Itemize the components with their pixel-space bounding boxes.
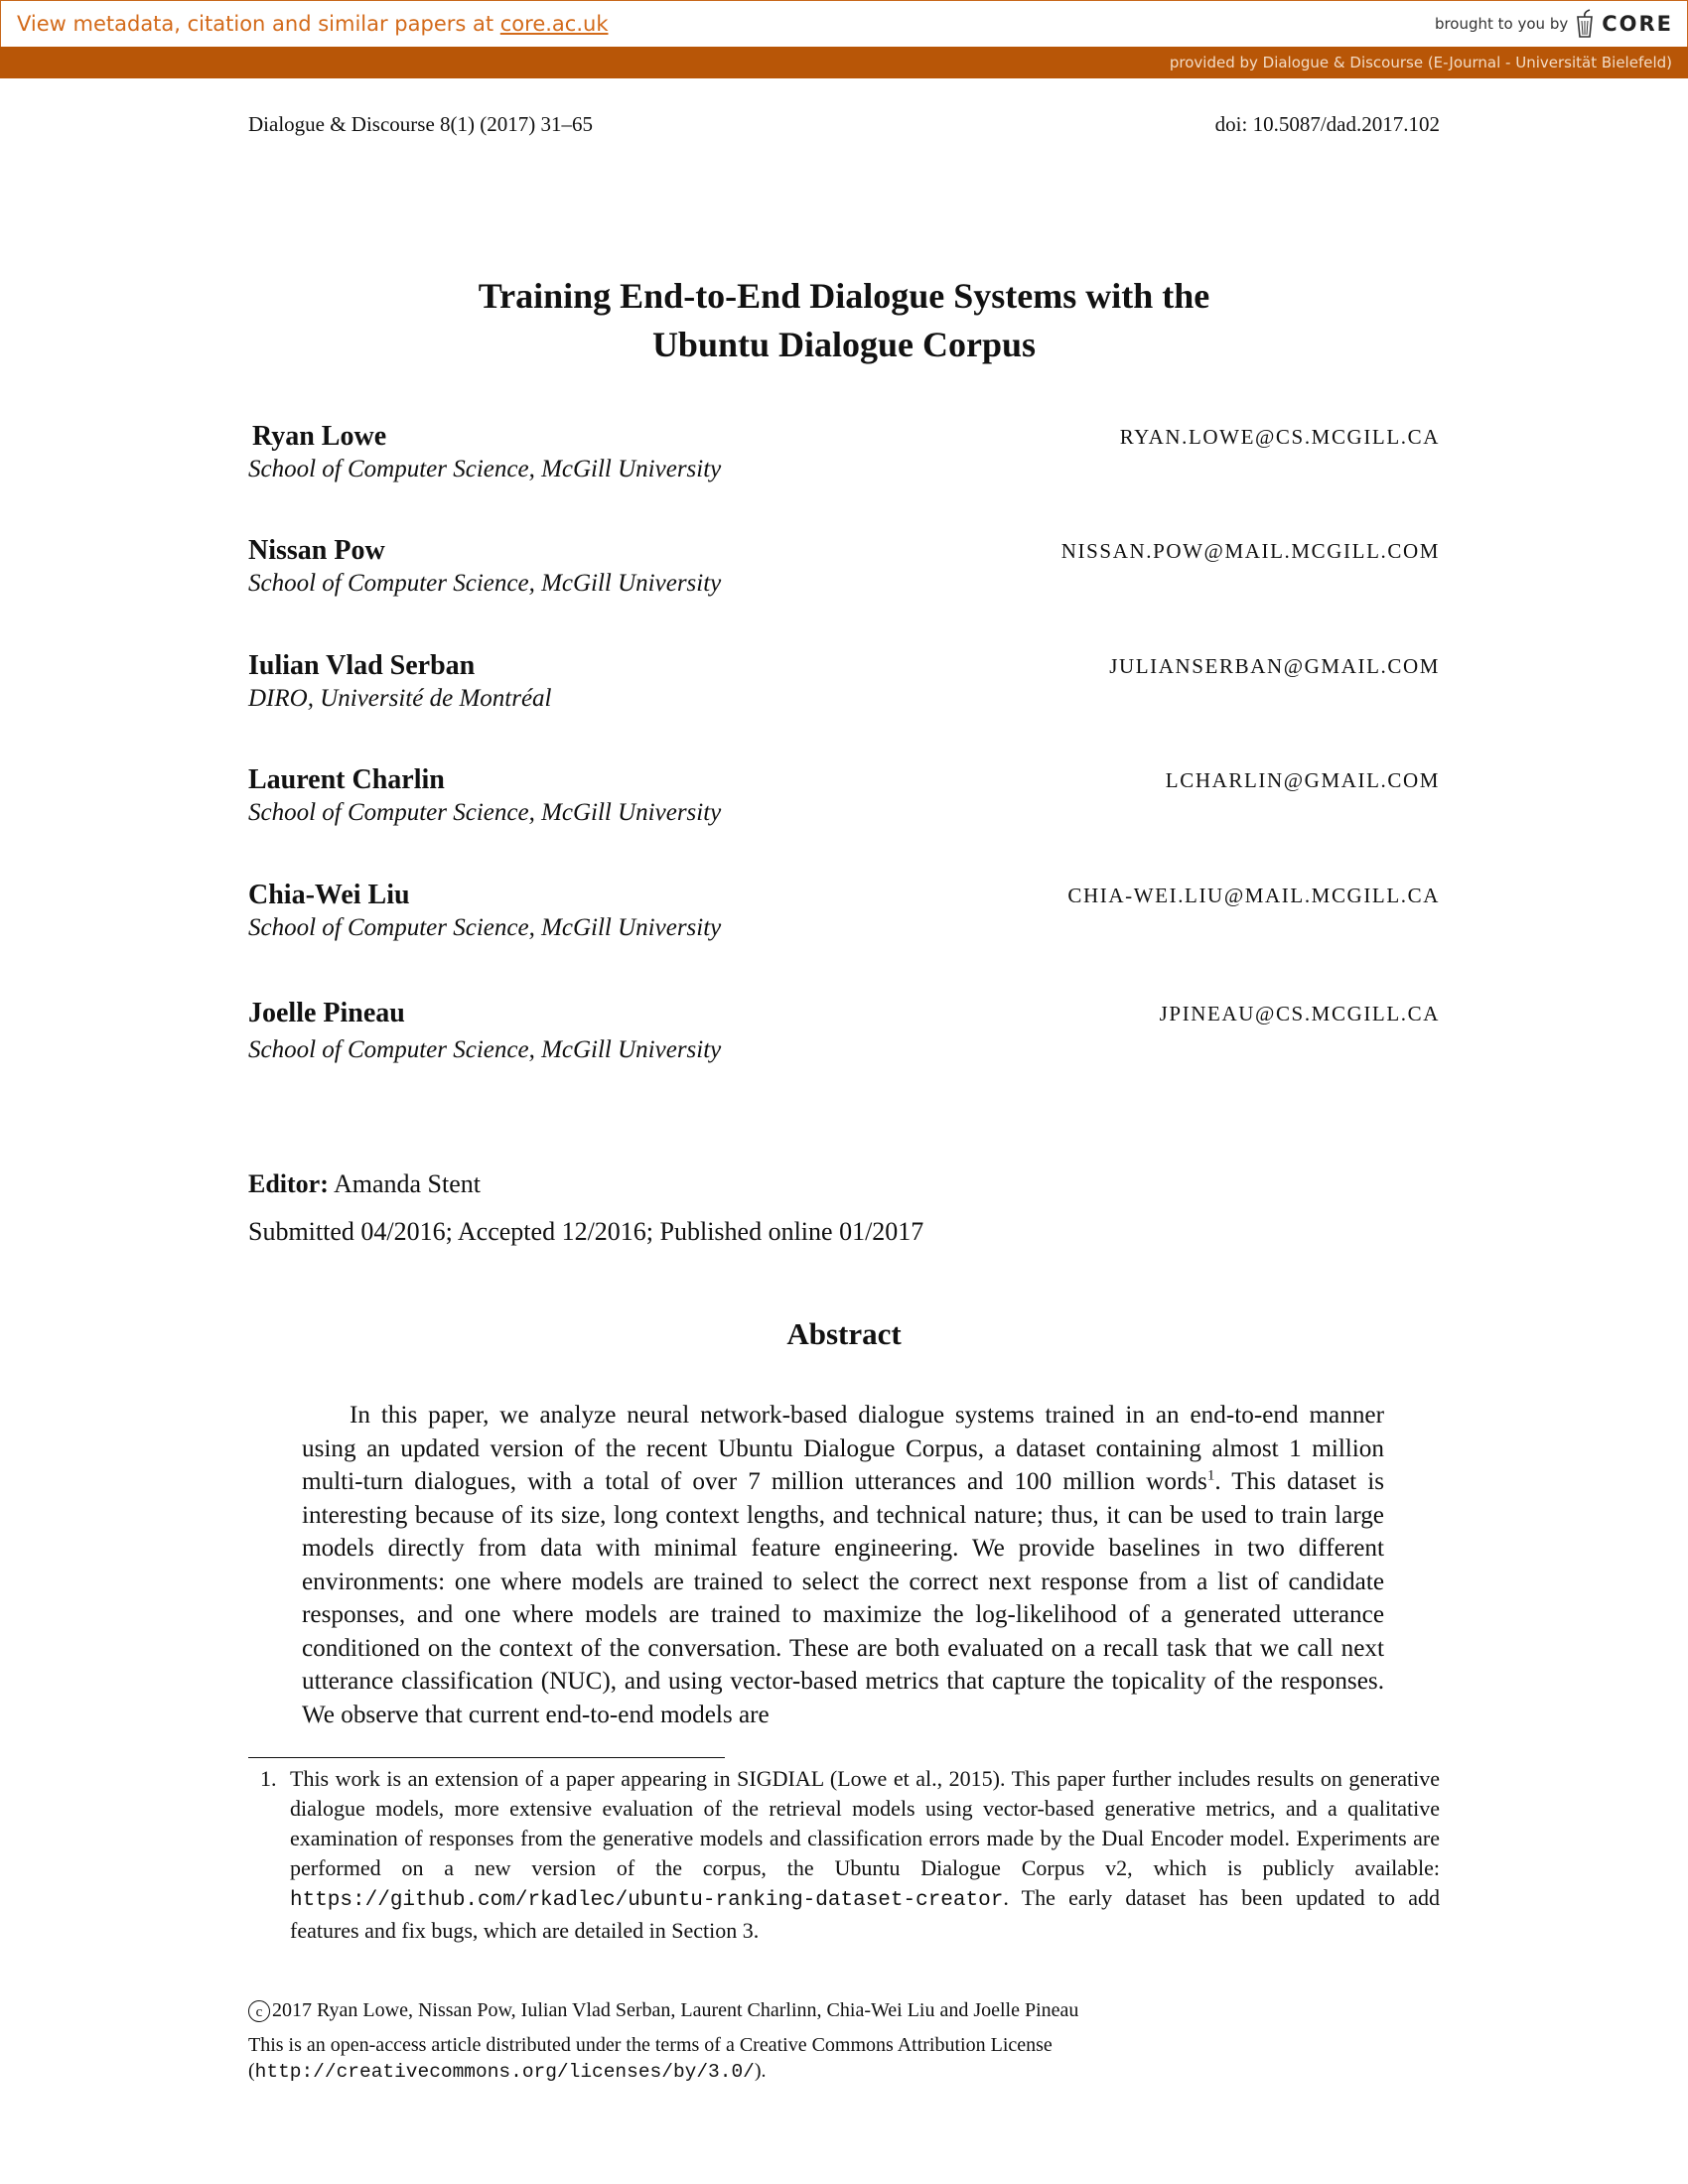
footnote — [248, 1764, 1440, 1946]
license-text: This is an open-access article distributed under the terms of a Creative Commons Attribution License — [248, 2034, 1053, 2056]
footnote-text-part1: This work is an extension of a paper appearing in SIGDIAL (Lowe et al., 2015). This paper further includes results on generative dialogue models, more extensive evaluation of the retrieval models using vector-based generative metrics, and a qualitative examination of responses from the generative models and classification errors made by the Dual Encoder model. Experiments are performed on a new version of the corpus, the Ubuntu Dialogue Corpus v2, which is publicly available: — [290, 1766, 1440, 1880]
core-banner — [0, 0, 1688, 47]
core-link-anchor[interactable]: core.ac.uk — [499, 12, 609, 36]
footnote-text-part2: . The early dataset has been updated to add features and fix bugs, which are detailed in Section 3. — [290, 1885, 1440, 1943]
author-block — [248, 998, 1440, 1067]
author-name: Joelle Pineau — [248, 998, 405, 1028]
author-name: Iulian Vlad Serban — [248, 650, 476, 681]
running-header — [248, 112, 1440, 137]
author-name: Chia-Wei Liu — [248, 880, 410, 910]
footnote-marker[interactable]: 1 — [1206, 1467, 1215, 1484]
author-affiliation: DIRO, Université de Montréal — [248, 685, 552, 712]
author-email: JPINEAU@CS.MCGILL.CA — [1159, 1002, 1440, 1025]
footnote-text — [290, 1764, 1440, 1946]
footnote-divider — [248, 1757, 725, 1758]
license-url[interactable]: http://creativecommons.org/licenses/by/3.0/ — [254, 2061, 755, 2083]
footnote-url[interactable]: https://github.com/rkadlec/ubuntu-ranking-dataset-creator — [290, 1889, 1004, 1912]
title-line-2: Ubuntu Dialogue Corpus — [651, 325, 1037, 364]
author-name: Nissan Pow — [248, 535, 385, 566]
license-close-paren: ). — [754, 2060, 767, 2082]
publication-dates: Submitted 04/2016; Accepted 12/2016; Published online 01/2017 — [248, 1217, 924, 1246]
footnote-number: 1. — [260, 1766, 277, 1791]
author-block — [248, 880, 1440, 949]
editor-line — [248, 1169, 481, 1199]
author-block — [248, 650, 1440, 720]
author-block — [248, 535, 1440, 605]
author-affiliation: School of Computer Science, McGill University — [248, 456, 722, 482]
copyright-text: 2017 Ryan Lowe, Nissan Pow, Iulian Vlad Serban, Laurent Charlinn, Chia-Wei Liu and Joelle Pineau — [272, 1999, 1079, 2021]
core-brought-text: brought to you by — [1434, 15, 1569, 33]
core-provider-bar — [0, 47, 1688, 78]
core-logo-icon — [1574, 9, 1596, 39]
copyright-icon: c — [248, 2000, 270, 2022]
author-email: NISSAN.POW@MAIL.MCGILL.COM — [1060, 539, 1440, 563]
core-metadata-link[interactable] — [17, 12, 609, 36]
core-logo-text: CORE — [1602, 12, 1673, 36]
license-open-paren: ( — [248, 2060, 255, 2082]
author-email: CHIA-WEI.LIU@MAIL.MCGILL.CA — [1067, 884, 1440, 907]
abstract-text-part2: . This dataset is interesting because of its size, long context lengths, and technical nature; thus, it can be used to train large models directly from data with minimal feature engineering. We provide baselines in two different environments: one where models are trained to select the correct next response from a list of candidate responses, and one where models are trained to maximize the log-likelihood of a generated utterance conditioned on the context of the conversation. These are both evaluated on a recall task that we call next utterance classification (NUC), and using vector-based metrics that capture the topicality of the responses. We observe that current end-to-end models are — [302, 1468, 1384, 1728]
author-name: Laurent Charlin — [248, 764, 445, 795]
author-affiliation: School of Computer Science, McGill University — [248, 799, 722, 826]
editor-label: Editor: — [248, 1169, 329, 1198]
core-provided-text[interactable]: provided by Dialogue & Discourse (E-Journal - Universität Bielefeld) — [1169, 54, 1672, 71]
author-email: LCHARLIN@GMAIL.COM — [1165, 768, 1440, 792]
abstract-body — [302, 1399, 1384, 1731]
title-line-1: Training End-to-End Dialogue Systems with the — [478, 276, 1210, 316]
author-name: Ryan Lowe — [252, 421, 387, 452]
doi: doi: 10.5087/dad.2017.102 — [1214, 112, 1440, 136]
author-block — [248, 764, 1440, 834]
abstract-text-part1: In this paper, we analyze neural network-based dialogue systems trained in an end-to-end manner using an updated version of the recent Ubuntu Dialogue Corpus, a dataset containing almost 1 million multi-turn dialogues, with a total of over 7 million utterances and 100 million words — [302, 1402, 1384, 1495]
core-link-prefix: View metadata, citation and similar papers at — [17, 12, 500, 36]
editor-name: Amanda Stent — [333, 1169, 481, 1198]
core-brought-by[interactable] — [1435, 9, 1673, 39]
author-email: JULIANSERBAN@GMAIL.COM — [1109, 654, 1440, 678]
journal-citation: Dialogue & Discourse 8(1) (2017) 31–65 — [248, 112, 594, 136]
author-affiliation: School of Computer Science, McGill University — [248, 1036, 722, 1063]
author-email: RYAN.LOWE@CS.MCGILL.CA — [1119, 425, 1440, 449]
paper-title — [248, 272, 1440, 369]
abstract-heading: Abstract — [786, 1316, 902, 1351]
copyright-line — [248, 1999, 1078, 2022]
author-block — [248, 421, 1440, 490]
author-affiliation: School of Computer Science, McGill University — [248, 914, 722, 941]
license-url-line — [248, 2058, 1053, 2085]
license-notice — [248, 2032, 1053, 2085]
author-affiliation: School of Computer Science, McGill University — [248, 570, 722, 597]
